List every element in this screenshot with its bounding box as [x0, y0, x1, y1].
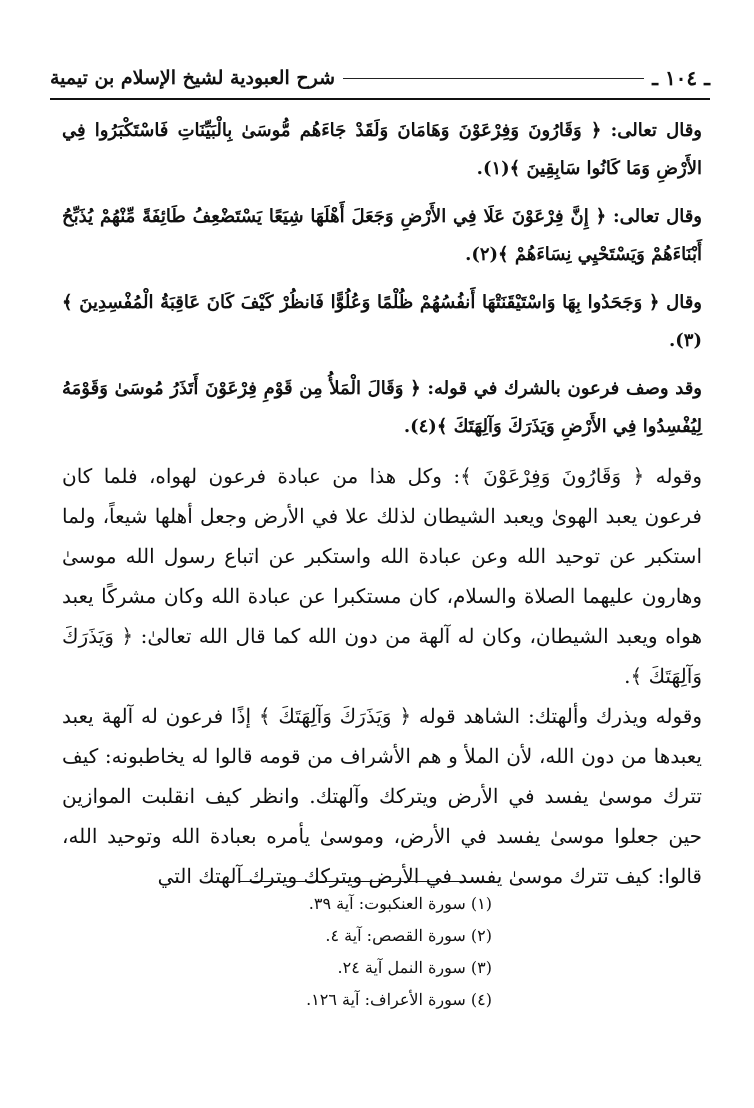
- quote-paragraph: وقال تعالى: ﴿ إِنَّ فِرْعَوْنَ عَلَا فِي الأَرْضِ وَجَعَلَ أَهْلَهَا شِيَعًا يَسْتَضْعِفُ طَائِفَةً مِّنْهُمْ يُذَبِّحُ أَبْنَاءَهُمْ وَيَسْتَحْيِي نِسَاءَهُمْ ﴾(٢).: [62, 206, 702, 265]
- footnote: (٤) سورة الأعراف: آية ١٢٦.: [306, 990, 492, 1009]
- page-body: [62, 112, 702, 896]
- footnote: (٣) سورة النمل آية ٢٤.: [337, 958, 492, 977]
- quote-paragraph: وقال ﴿ وَجَحَدُوا بِهَا وَاسْتَيْقَنَتْهَا أَنفُسُهُمْ ظُلْمًا وَعُلُوًّا فَانظُرْ كَيْفَ كَانَ عَاقِبَةُ الْمُفْسِدِينَ ﴾(٣).: [62, 292, 702, 351]
- quote-paragraph: وقال تعالى: ﴿ وَقَارُونَ وَفِرْعَوْنَ وَهَامَانَ وَلَقَدْ جَاءَهُم مُّوسَىٰ بِالْبَيِّنَاتِ فَاسْتَكْبَرُوا فِي الأَرْضِ وَمَا كَانُوا سَابِقِينَ ﴾(١).: [62, 120, 702, 179]
- quote-paragraph: وقد وصف فرعون بالشرك في قوله: ﴿ وَقَالَ الْمَلأُ مِن قَوْمِ فِرْعَوْنَ أَتَذَرُ مُوسَىٰ وَقَوْمَهُ لِيُفْسِدُوا فِي الأَرْضِ وَيَذَرَكَ وَآلِهَتَكَ ﴾(٤).: [62, 378, 702, 437]
- header-dash-line: [343, 78, 644, 79]
- footnote-separator: [240, 881, 490, 882]
- body-paragraph: وقوله ﴿ وَقَارُونَ وَفِرْعَوْنَ ﴾: وكل هذا من عبادة فرعون لهواه، فلما كان فرعون يعبد الهوىٰ ويعبد الشيطان لذلك علا في الأرض وجعل أهلها شيعاً، ولما استكبر عن توحيد الله وعن عبادة الله واستكبر عن اتباع رسول الله موسىٰ وهارون عليهما الصلاة والسلام، كان مستكبرا عن عبادة الله وكان مشركًا يعبد هواه ويعبد الشيطان، وكان له آلهة من دون الله كما قال الله تعالىٰ: ﴿ وَيَذَرَكَ وَآلِهَتَكَ ﴾.: [62, 464, 702, 688]
- header-rule: [50, 98, 710, 100]
- footnote: (٢) سورة القصص: آية ٤.: [325, 926, 492, 945]
- footnote: (١) سورة العنكبوت: آية ٣٩.: [308, 894, 492, 913]
- body-paragraph: وقوله ويذرك وألهتك: الشاهد قوله ﴿ وَيَذَرَكَ وَآلِهَتَكَ ﴾ إذًا فرعون له آلهة يعبد يعبدها من دون الله، لأن الملأ و هم الأشراف من قومه قالوا له يخاطبونه: كيف تترك موسىٰ يفسد في الأرض ويتركك وآلهتك. وانظر كيف انقلبت الموازين حين جعلوا موسىٰ يفسد في الأرض، وموسىٰ يأمره بعبادة الله وتوحيد الله، قالوا: كيف تترك موسىٰ يفسد في الأرض ويتركك ويترك آلهتك التي: [62, 704, 702, 888]
- running-header: [50, 62, 710, 94]
- book-title: شرح العبودية لشيخ الإسلام بن تيمية: [50, 67, 336, 89]
- footnotes: [232, 888, 492, 1016]
- page-number: ـ ١٠٤ ـ: [652, 66, 710, 90]
